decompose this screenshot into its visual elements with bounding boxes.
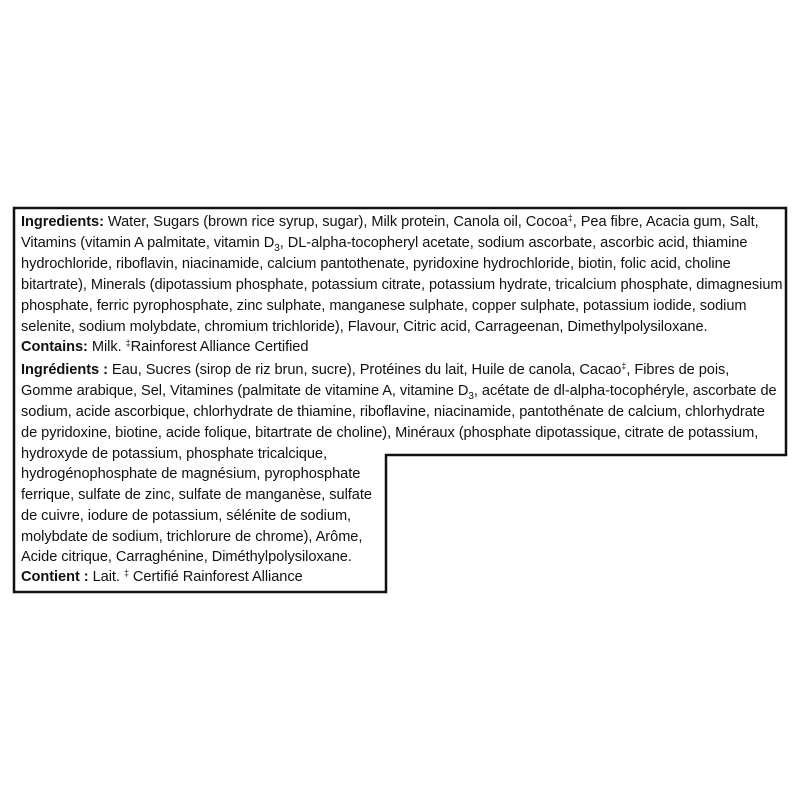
fr-line-4: de pyridoxine, biotine, acide folique, bitartrate de choline), Minéraux (phosphate dipotassique, citrate de potassium, bbox=[21, 425, 759, 441]
en-contains-line: Contains: Milk. ‡Rainforest Alliance Certified bbox=[21, 338, 309, 355]
fr-contains-line: Contient : Lait. ‡ Certifié Rainforest Alliance bbox=[21, 568, 303, 585]
fr-line-8: de cuivre, iodure de potassium, sélénite de sodium, bbox=[21, 508, 352, 524]
en-line-1: Ingredients: Water, Sugars (brown rice syrup, sugar), Milk protein, Canola oil, Cocoa‡, Pea fibre, Acacia gum, Salt, bbox=[21, 213, 759, 230]
fr-line-7: ferrique, sulfate de zinc, sulfate de manganèse, sulfate bbox=[21, 487, 372, 503]
fr-line-5: hydroxyde de potassium, phosphate tricalcique, bbox=[21, 446, 327, 462]
en-line-3: hydrochloride, riboflavin, niacinamide, calcium pantothenate, pyridoxine hydrochloride, biotin, folic acid, choline bbox=[21, 256, 731, 272]
fr-line-3: sodium, acide ascorbique, chlorhydrate de thiamine, riboflavine, niacinamide, pantothénate de calcium, chlorhydrate bbox=[21, 404, 765, 420]
fr-line-1: Ingrédients : Eau, Sucres (sirop de riz brun, sucre), Protéines du lait, Huile de canola, Cacao‡, Fibres de pois, bbox=[21, 361, 730, 378]
en-line-6: selenite, sodium molybdate, chromium trichloride), Flavour, Citric acid, Carrageenan, Dimethylpolysiloxane. bbox=[21, 319, 708, 335]
double-dagger-symbol: ‡ bbox=[621, 361, 627, 371]
en-contains-heading: Contains: bbox=[21, 339, 88, 355]
fr-line-9: molybdate de sodium, trichlorure de chrome), Arôme, bbox=[21, 529, 363, 545]
en-ingredients-heading: Ingredients: bbox=[21, 214, 104, 230]
double-dagger-symbol: ‡ bbox=[123, 568, 129, 578]
en-line-4: bitartrate), Minerals (dipotassium phosphate, potassium citrate, potassium hydrate, tricalcium phosphate, dimagnesium bbox=[21, 277, 783, 293]
fr-contains-heading: Contient : bbox=[21, 569, 89, 585]
fr-ingredients-heading: Ingrédients : bbox=[21, 362, 108, 378]
fr-line-6: hydrogénophosphate de magnésium, pyrophosphate bbox=[21, 466, 361, 482]
en-line-2: Vitamins (vitamin A palmitate, vitamin $D_3$, DL-alpha-tocopheryl acetate, sodium ascorbate, ascorbic acid, thiamine bbox=[21, 235, 748, 254]
fr-line-2: Gomme arabique, Sel, Vitamines (palmitate de vitamine A, vitamine $D_3$, acétate de dl-alpha-tocophéryle, ascorbate de bbox=[21, 383, 777, 402]
en-line-5: phosphate, ferric pyrophosphate, zinc sulphate, manganese sulphate, copper sulphate, potassium iodide, sodium bbox=[21, 298, 747, 314]
double-dagger-symbol: ‡ bbox=[125, 338, 131, 348]
double-dagger-symbol: ‡ bbox=[567, 213, 573, 223]
fr-line-10: Acide citrique, Carraghénine, Diméthylpolysiloxane. bbox=[21, 549, 352, 565]
